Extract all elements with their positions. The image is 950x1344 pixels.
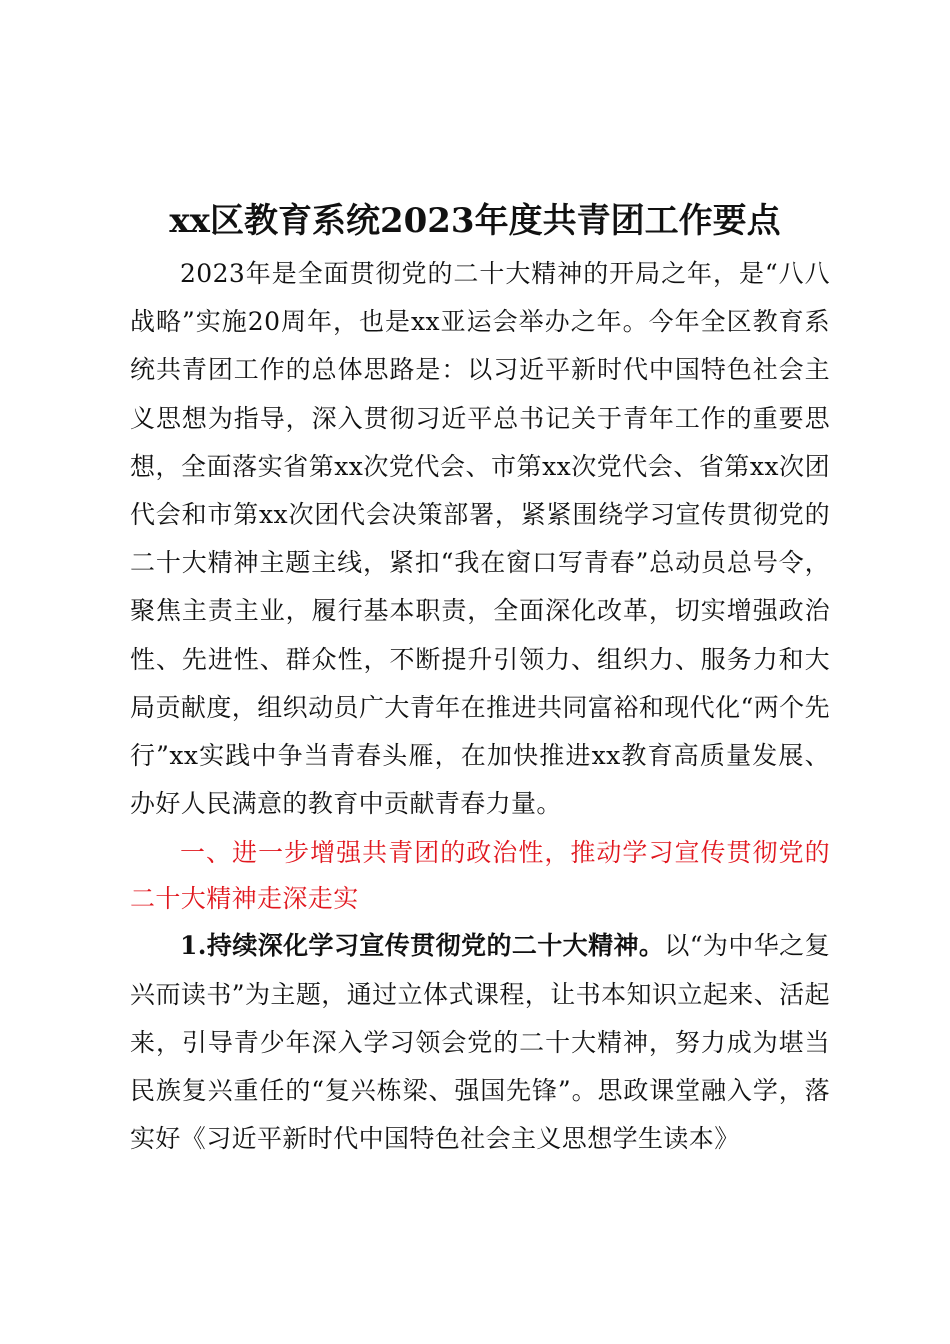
intro-paragraph: 2023年是全面贯彻党的二十大精神的开局之年，是“八八战略”实施20周年，也是xx亚运会举办之年。今年全区教育系统共青团工作的总体思路是：以习近平新时代中国特色社会主义思想为指导，深入贯彻习近平总书记关于青年工作的重要思想，全面落实省第xx次党代会、市第xx次党代会、省第xx次团代会和市第xx次团代会决策部署，紧紧围绕学习宣传贯彻党的二十大精神主题主线，紧扣“我在窗口写青春”总动员总号令，聚焦主责主业，履行基本职责，全面深化改革，切实增强政治性、先进性、群众性，不断提升引领力、组织力、服务力和大局贡献度，组织动员广大青年在推进共同富裕和现代化“两个先行”xx实践中争当青春头雁，在加快推进xx教育高质量发展、办好人民满意的教育中贡献青春力量。 xyxy=(130,259,830,819)
item-1-paragraph xyxy=(130,922,830,1163)
document-title: xx区教育系统2023年度共青团工作要点 xyxy=(169,201,781,241)
item-1-text: 以“为中华之复兴而读书”为主题，通过立体式课程，让书本知识立起来、活起来，引导青少年深入学习领会党的二十大精神，努力成为堪当民族复兴重任的“复兴栋梁、强国先锋”。思政课堂融入学，落实好《习近平新时代中国特色社会主义思想学生读本》 xyxy=(130,931,830,1154)
section-heading-1: 一、进一步增强共青团的政治性，推动学习宣传贯彻党的二十大精神走深走实 xyxy=(130,838,830,914)
document-body xyxy=(130,250,830,1163)
item-1-lead: 1.持续深化学习宣传贯彻党的二十大精神。 xyxy=(180,931,665,961)
